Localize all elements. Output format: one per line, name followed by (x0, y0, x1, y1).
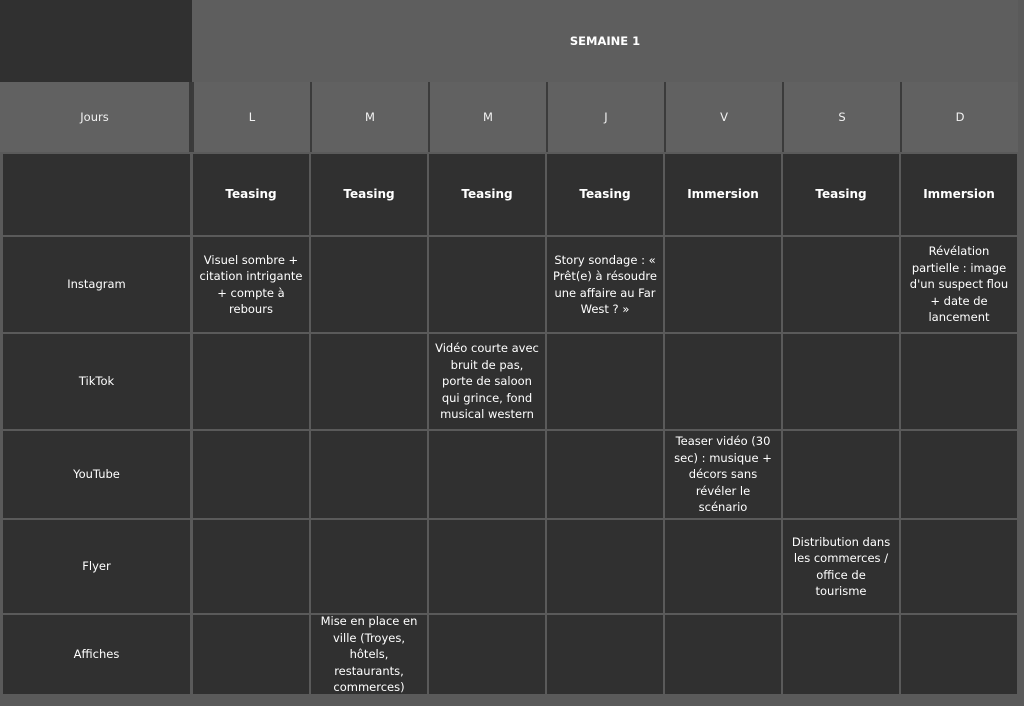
affiches-cell-saturday (783, 615, 899, 694)
youtube-cell-tuesday (311, 431, 427, 518)
tiktok-cell-wednesday: Vidéo courte avec bruit de pas, porte de saloon qui grince, fond musical western (429, 334, 545, 429)
tiktok-cell-tuesday (311, 334, 427, 429)
instagram-cell-friday (665, 237, 781, 332)
youtube-cell-monday (193, 431, 309, 518)
instagram-cell-thursday: Story sondage : « Prêt(e) à résoudre une affaire au Far West ? » (547, 237, 663, 332)
instagram-cell-tuesday (311, 237, 427, 332)
channel-label-tiktok: TikTok (3, 334, 190, 429)
channel-label-youtube: YouTube (3, 431, 190, 518)
channel-label-flyer: Flyer (3, 520, 190, 613)
tiktok-cell-friday (665, 334, 781, 429)
affiches-cell-sunday (901, 615, 1017, 694)
youtube-cell-friday: Teaser vidéo (30 sec) : musique + décors sans révéler le scénario (665, 431, 781, 518)
flyer-cell-wednesday (429, 520, 545, 613)
youtube-cell-thursday (547, 431, 663, 518)
affiches-cell-monday (193, 615, 309, 694)
instagram-cell-saturday (783, 237, 899, 332)
flyer-cell-sunday (901, 520, 1017, 613)
affiches-cell-wednesday (429, 615, 545, 694)
youtube-cell-sunday (901, 431, 1017, 518)
content-type-friday: Immersion (665, 154, 781, 235)
youtube-cell-saturday (783, 431, 899, 518)
instagram-cell-sunday: Révélation partielle : image d'un suspect flou + date de lancement (901, 237, 1017, 332)
flyer-cell-thursday (547, 520, 663, 613)
content-type-sunday: Immersion (901, 154, 1017, 235)
tiktok-cell-sunday (901, 334, 1017, 429)
tiktok-cell-monday (193, 334, 309, 429)
day-header-friday: V (664, 82, 782, 152)
content-type-tuesday: Teasing (311, 154, 427, 235)
day-header-thursday: J (546, 82, 664, 152)
instagram-cell-wednesday (429, 237, 545, 332)
week-title: SEMAINE 1 (192, 0, 1018, 82)
tiktok-cell-saturday (783, 334, 899, 429)
affiches-cell-tuesday: Mise en place en ville (Troyes, hôtels, restaurants, commerces) (311, 615, 427, 694)
day-header-sunday: D (900, 82, 1018, 152)
affiches-cell-thursday (547, 615, 663, 694)
day-header-monday: L (192, 82, 310, 152)
day-header-wednesday: M (428, 82, 546, 152)
affiches-cell-friday (665, 615, 781, 694)
content-type-monday: Teasing (193, 154, 309, 235)
content-type-label (3, 154, 190, 235)
instagram-cell-monday: Visuel sombre + citation intrigante + compte à rebours (193, 237, 309, 332)
day-header-saturday: S (782, 82, 900, 152)
content-type-thursday: Teasing (547, 154, 663, 235)
flyer-cell-saturday: Distribution dans les commerces / office de tourisme (783, 520, 899, 613)
flyer-cell-monday (193, 520, 309, 613)
flyer-cell-friday (665, 520, 781, 613)
days-label: Jours (0, 82, 192, 152)
corner-cell (0, 0, 192, 82)
day-header-tuesday: M (310, 82, 428, 152)
content-type-saturday: Teasing (783, 154, 899, 235)
tiktok-cell-thursday (547, 334, 663, 429)
channel-label-instagram: Instagram (3, 237, 190, 332)
youtube-cell-wednesday (429, 431, 545, 518)
channel-label-affiches: Affiches (3, 615, 190, 694)
content-type-wednesday: Teasing (429, 154, 545, 235)
flyer-cell-tuesday (311, 520, 427, 613)
